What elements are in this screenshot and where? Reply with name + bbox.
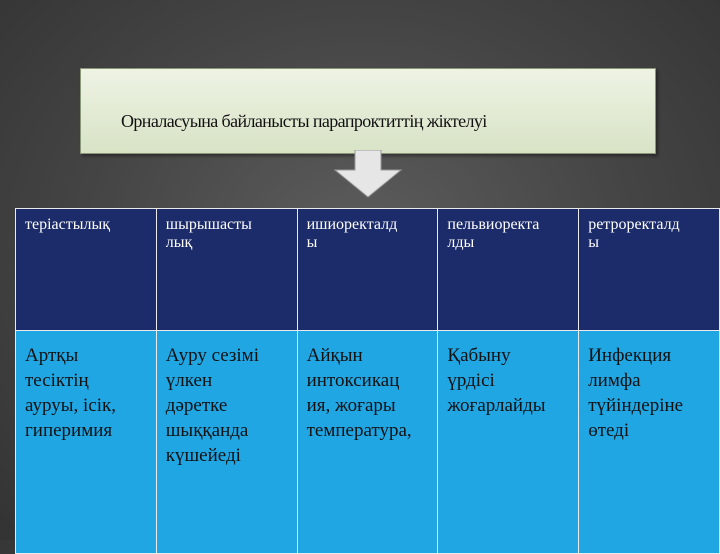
- body-cell: Инфекция лимфа түйіндеріне өтеді: [579, 331, 720, 554]
- body-cell: Айқын интоксикац ия, жоғары температура,: [297, 331, 438, 554]
- body-cell: Қабыну үрдісі жоғарлайды: [438, 331, 579, 554]
- classification-table: [15, 208, 720, 540]
- title-box: [80, 68, 656, 154]
- body-cell: Артқы тесіктің ауруы, ісік, гиперимия: [16, 331, 157, 554]
- body-cell: Ауру сезімі үлкен дәретке шыққанда күшейеді: [156, 331, 297, 554]
- header-cell: ретроректалд ы: [579, 209, 720, 331]
- table-header-row: [16, 209, 720, 331]
- down-arrow-icon: [333, 150, 403, 198]
- diagram-title: Орналасуына байланысты парапроктиттің жіктелуі: [121, 111, 487, 131]
- header-cell: шырышасты лық: [156, 209, 297, 331]
- header-cell: пельвиоректа лды: [438, 209, 579, 331]
- header-cell: теріастылық: [16, 209, 157, 331]
- table-body-row: [16, 331, 720, 554]
- header-cell: ишиоректалд ы: [297, 209, 438, 331]
